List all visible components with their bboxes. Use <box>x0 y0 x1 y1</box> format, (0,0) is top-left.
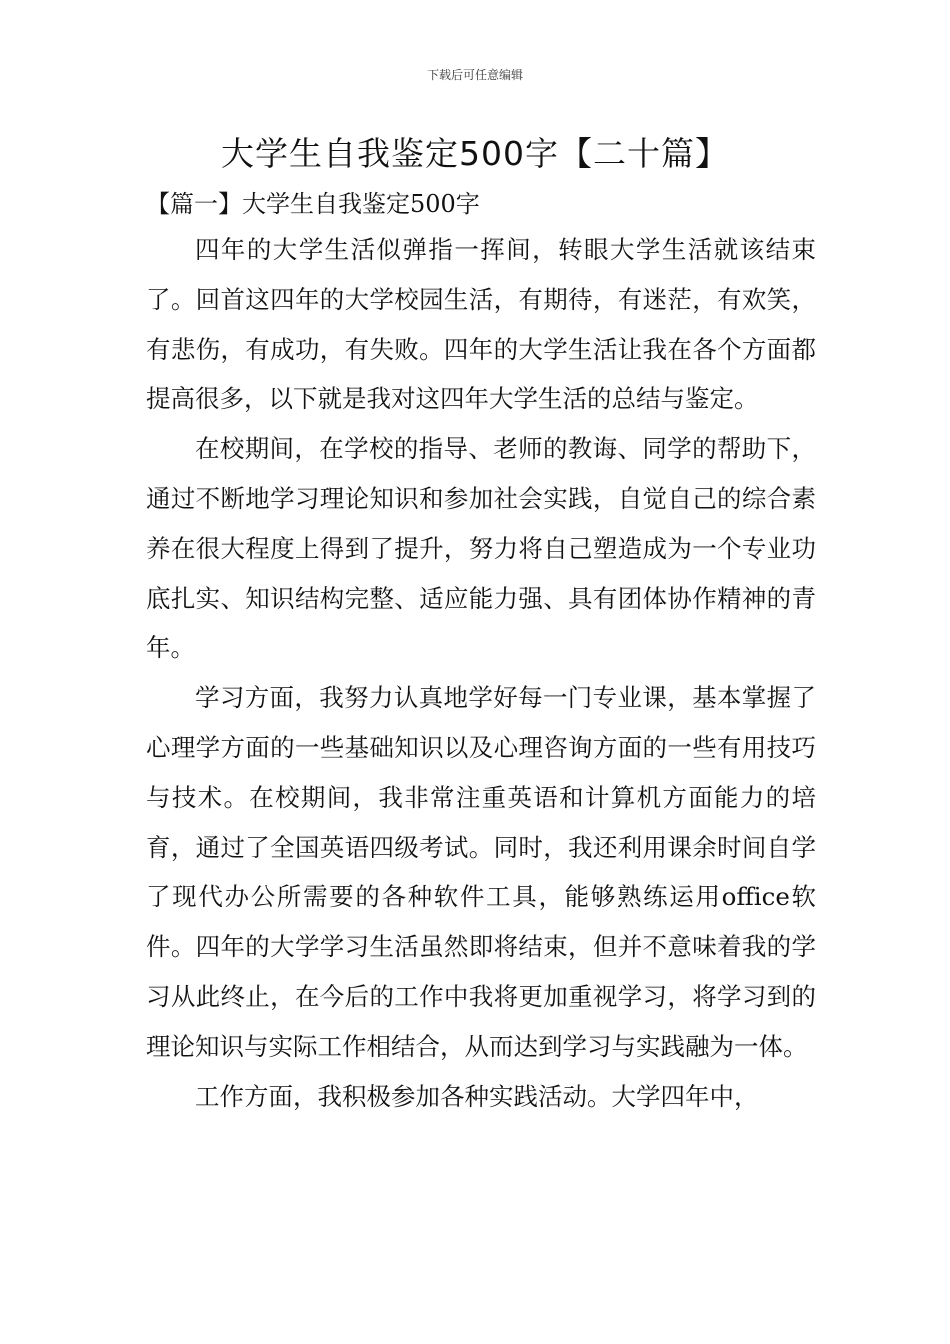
paragraph: 工作方面，我积极参加各种实践活动。大学四年中， <box>195 1081 759 1111</box>
paragraph: 学习方面，我努力认真地学好每一门专业课，基本掌握了心理学方面的一些基础知识以及心理咨询方面的一些有用技巧与技术。在校期间，我非常注重英语和计算机方面能力的培育，通过了全国英语四级考试。同时，我还利用课余时间自学了现代办公所需要的各种软件工具，能够熟练运用office软件。四年的大学学习生活虽然即将结束，但并不意味着我的学习从此终止，在今后的工作中我将更加重视学习，将学习到的理论知识与实际工作相结合，从而达到学习与实践融为一体。 <box>146 683 816 1061</box>
body-text <box>146 225 816 1121</box>
header-note: 下载后可任意编辑 <box>426 68 523 82</box>
paragraph: 四年的大学生活似弹指一挥间，转眼大学生活就该结束了。回首这四年的大学校园生活，有期待，有迷茫，有欢笑，有悲伤，有成功，有失败。四年的大学生活让我在各个方面都提高很多，以下就是我对这四年大学生活的总结与鉴定。 <box>146 235 816 414</box>
section-heading: 【篇一】大学生自我鉴定500字 <box>146 190 480 218</box>
document-title: 大学生自我鉴定500字【二十篇】 <box>221 134 729 173</box>
paragraph: 在校期间，在学校的指导、老师的教诲、同学的帮助下，通过不断地学习理论知识和参加社会实践，自觉自己的综合素养在很大程度上得到了提升，努力将自己塑造成为一个专业功底扎实、知识结构完整、适应能力强、具有团体协作精神的青年。 <box>146 434 816 663</box>
